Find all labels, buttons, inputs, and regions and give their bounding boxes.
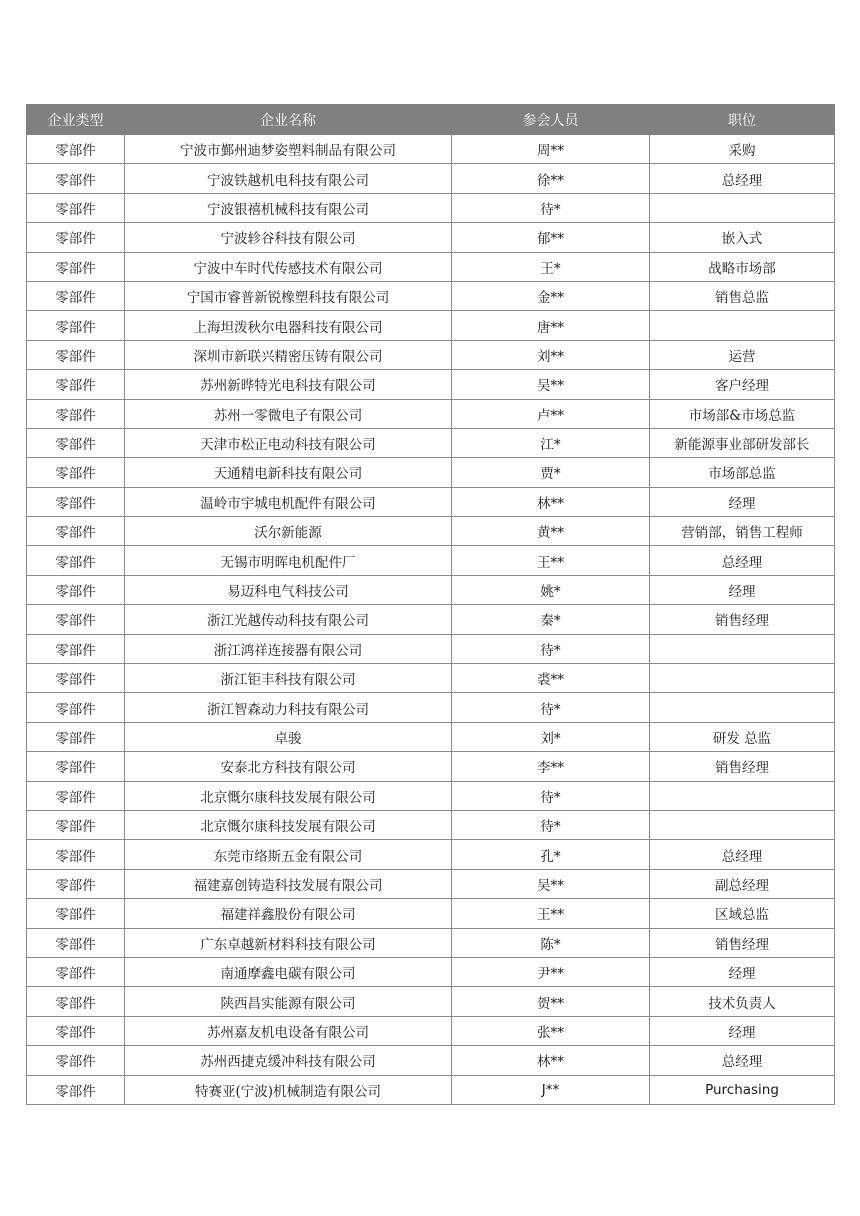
cell-company-name: 天通精电新科技有限公司 <box>125 458 452 487</box>
table-row <box>27 281 835 310</box>
cell-company-type: 零部件 <box>27 634 125 663</box>
cell-attendee: 刘* <box>452 722 650 751</box>
header-attendee: 参会人员 <box>452 105 650 135</box>
cell-attendee: 林** <box>452 487 650 516</box>
table-row <box>27 1075 835 1104</box>
cell-company-type: 零部件 <box>27 311 125 340</box>
header-row <box>27 105 835 135</box>
cell-company-name: 天津市松正电动科技有限公司 <box>125 428 452 457</box>
table-row <box>27 428 835 457</box>
table-row <box>27 693 835 722</box>
cell-company-type: 零部件 <box>27 781 125 810</box>
cell-position: 经理 <box>650 487 835 516</box>
cell-company-name: 无锡市明晖电机配件厂 <box>125 546 452 575</box>
table-row <box>27 193 835 222</box>
table-row <box>27 223 835 252</box>
cell-attendee: 贾* <box>452 458 650 487</box>
cell-attendee: 待* <box>452 634 650 663</box>
cell-position: 经理 <box>650 575 835 604</box>
cell-company-name: 宁波轸谷科技有限公司 <box>125 223 452 252</box>
cell-company-name: 宁波铁越机电科技有限公司 <box>125 164 452 193</box>
cell-attendee: 尹** <box>452 957 650 986</box>
cell-attendee: 裘** <box>452 664 650 693</box>
table-row <box>27 899 835 928</box>
cell-attendee: 张** <box>452 1016 650 1045</box>
cell-company-type: 零部件 <box>27 252 125 281</box>
cell-position: 研发 总监 <box>650 722 835 751</box>
cell-position: 营销部，销售工程师 <box>650 517 835 546</box>
table-row <box>27 340 835 369</box>
cell-position: 销售总监 <box>650 281 835 310</box>
table-row <box>27 575 835 604</box>
cell-company-name: 苏州嘉友机电设备有限公司 <box>125 1016 452 1045</box>
cell-position: 总经理 <box>650 546 835 575</box>
cell-company-type: 零部件 <box>27 575 125 604</box>
table-header <box>27 105 835 135</box>
table-row <box>27 370 835 399</box>
cell-position <box>650 193 835 222</box>
table-row <box>27 928 835 957</box>
cell-position: 技术负责人 <box>650 987 835 1016</box>
cell-attendee: 秦* <box>452 605 650 634</box>
cell-position <box>650 810 835 839</box>
cell-attendee: 吴** <box>452 869 650 898</box>
cell-company-name: 福建祥鑫股份有限公司 <box>125 899 452 928</box>
cell-company-type: 零部件 <box>27 370 125 399</box>
cell-company-name: 宁波市鄞州迪梦姿塑料制品有限公司 <box>125 135 452 164</box>
cell-attendee: 郁** <box>452 223 650 252</box>
table-row <box>27 311 835 340</box>
cell-company-type: 零部件 <box>27 399 125 428</box>
cell-company-name: 浙江钜丰科技有限公司 <box>125 664 452 693</box>
cell-company-type: 零部件 <box>27 546 125 575</box>
table-row <box>27 987 835 1016</box>
table-row <box>27 135 835 164</box>
cell-attendee: 姚* <box>452 575 650 604</box>
table-row <box>27 664 835 693</box>
table-row <box>27 252 835 281</box>
cell-company-type: 零部件 <box>27 869 125 898</box>
cell-attendee: 卢** <box>452 399 650 428</box>
cell-company-type: 零部件 <box>27 340 125 369</box>
cell-company-name: 福建嘉创铸造科技发展有限公司 <box>125 869 452 898</box>
cell-company-type: 零部件 <box>27 487 125 516</box>
cell-company-type: 零部件 <box>27 605 125 634</box>
cell-position: 战略市场部 <box>650 252 835 281</box>
cell-attendee: 待* <box>452 781 650 810</box>
cell-company-name: 苏州新晔特光电科技有限公司 <box>125 370 452 399</box>
cell-company-type: 零部件 <box>27 664 125 693</box>
cell-attendee: 王** <box>452 899 650 928</box>
cell-company-type: 零部件 <box>27 987 125 1016</box>
cell-company-name: 苏州一零微电子有限公司 <box>125 399 452 428</box>
cell-attendee: 陈* <box>452 928 650 957</box>
table-row <box>27 399 835 428</box>
cell-company-type: 零部件 <box>27 1046 125 1075</box>
cell-company-type: 零部件 <box>27 752 125 781</box>
cell-attendee: 刘** <box>452 340 650 369</box>
cell-company-name: 北京慨尔康科技发展有限公司 <box>125 810 452 839</box>
table-row <box>27 810 835 839</box>
cell-company-name: 北京慨尔康科技发展有限公司 <box>125 781 452 810</box>
cell-position: 总经理 <box>650 840 835 869</box>
cell-position <box>650 634 835 663</box>
cell-company-name: 浙江智森动力科技有限公司 <box>125 693 452 722</box>
cell-company-name: 易迈科电气科技公司 <box>125 575 452 604</box>
cell-company-type: 零部件 <box>27 928 125 957</box>
cell-company-type: 零部件 <box>27 1075 125 1104</box>
cell-company-type: 零部件 <box>27 517 125 546</box>
cell-attendee: 贺** <box>452 987 650 1016</box>
table-row <box>27 722 835 751</box>
cell-position: 销售经理 <box>650 752 835 781</box>
table-row <box>27 1016 835 1045</box>
cell-company-name: 东莞市络斯五金有限公司 <box>125 840 452 869</box>
cell-position: Purchasing <box>650 1075 835 1104</box>
cell-attendee: 徐** <box>452 164 650 193</box>
cell-position: 新能源事业部研发部长 <box>650 428 835 457</box>
cell-attendee: 周** <box>452 135 650 164</box>
cell-company-type: 零部件 <box>27 281 125 310</box>
table-row <box>27 634 835 663</box>
cell-attendee: 待* <box>452 810 650 839</box>
table-row <box>27 517 835 546</box>
header-position: 职位 <box>650 105 835 135</box>
cell-company-name: 特赛亚(宁波)机械制造有限公司 <box>125 1075 452 1104</box>
cell-company-type: 零部件 <box>27 722 125 751</box>
cell-position: 嵌入式 <box>650 223 835 252</box>
cell-position: 客户经理 <box>650 370 835 399</box>
cell-company-type: 零部件 <box>27 957 125 986</box>
cell-company-name: 浙江光越传动科技有限公司 <box>125 605 452 634</box>
cell-position: 区域总监 <box>650 899 835 928</box>
table-row <box>27 752 835 781</box>
cell-company-type: 零部件 <box>27 458 125 487</box>
cell-attendee: 待* <box>452 693 650 722</box>
cell-position: 销售经理 <box>650 605 835 634</box>
cell-attendee: 吴** <box>452 370 650 399</box>
table-row <box>27 458 835 487</box>
cell-company-name: 上海坦泼秋尔电器科技有限公司 <box>125 311 452 340</box>
cell-company-type: 零部件 <box>27 223 125 252</box>
table-body <box>27 135 835 1105</box>
cell-company-name: 陕西昌实能源有限公司 <box>125 987 452 1016</box>
cell-company-name: 温岭市宇城电机配件有限公司 <box>125 487 452 516</box>
cell-position <box>650 311 835 340</box>
cell-position: 副总经理 <box>650 869 835 898</box>
table-row <box>27 869 835 898</box>
cell-attendee: 金** <box>452 281 650 310</box>
cell-position: 总经理 <box>650 164 835 193</box>
cell-attendee: 待* <box>452 193 650 222</box>
cell-attendee: J** <box>452 1075 650 1104</box>
cell-company-type: 零部件 <box>27 193 125 222</box>
table-row <box>27 840 835 869</box>
cell-company-type: 零部件 <box>27 135 125 164</box>
cell-attendee: 林** <box>452 1046 650 1075</box>
cell-position <box>650 693 835 722</box>
cell-position: 运营 <box>650 340 835 369</box>
attendee-table <box>26 104 835 1105</box>
cell-company-name: 宁波银禧机械科技有限公司 <box>125 193 452 222</box>
cell-company-type: 零部件 <box>27 840 125 869</box>
cell-company-name: 苏州西捷克缓冲科技有限公司 <box>125 1046 452 1075</box>
table-row <box>27 1046 835 1075</box>
cell-position <box>650 781 835 810</box>
cell-position: 采购 <box>650 135 835 164</box>
table-row <box>27 487 835 516</box>
cell-company-name: 南通摩鑫电碳有限公司 <box>125 957 452 986</box>
cell-position: 销售经理 <box>650 928 835 957</box>
table-row <box>27 781 835 810</box>
cell-company-name: 深圳市新联兴精密压铸有限公司 <box>125 340 452 369</box>
cell-company-name: 宁国市睿普新锐橡塑科技有限公司 <box>125 281 452 310</box>
cell-position: 经理 <box>650 1016 835 1045</box>
cell-attendee: 孔* <box>452 840 650 869</box>
table-row <box>27 605 835 634</box>
cell-company-type: 零部件 <box>27 1016 125 1045</box>
cell-attendee: 王** <box>452 546 650 575</box>
cell-company-type: 零部件 <box>27 428 125 457</box>
cell-company-name: 浙江鸿祥连接器有限公司 <box>125 634 452 663</box>
cell-company-type: 零部件 <box>27 810 125 839</box>
cell-company-name: 宁波中车时代传感技术有限公司 <box>125 252 452 281</box>
cell-company-name: 沃尔新能源 <box>125 517 452 546</box>
cell-position: 市场部总监 <box>650 458 835 487</box>
table-row <box>27 546 835 575</box>
header-company-type: 企业类型 <box>27 105 125 135</box>
header-company-name: 企业名称 <box>125 105 452 135</box>
cell-company-name: 广东卓越新材料科技有限公司 <box>125 928 452 957</box>
cell-company-type: 零部件 <box>27 899 125 928</box>
cell-company-name: 安泰北方科技有限公司 <box>125 752 452 781</box>
cell-attendee: 黄** <box>452 517 650 546</box>
cell-attendee: 李** <box>452 752 650 781</box>
cell-position: 总经理 <box>650 1046 835 1075</box>
cell-position: 市场部&市场总监 <box>650 399 835 428</box>
cell-attendee: 江* <box>452 428 650 457</box>
cell-company-type: 零部件 <box>27 164 125 193</box>
cell-company-name: 卓骏 <box>125 722 452 751</box>
cell-attendee: 唐** <box>452 311 650 340</box>
cell-position: 经理 <box>650 957 835 986</box>
cell-attendee: 王* <box>452 252 650 281</box>
cell-company-type: 零部件 <box>27 693 125 722</box>
table-row <box>27 957 835 986</box>
cell-position <box>650 664 835 693</box>
table-row <box>27 164 835 193</box>
